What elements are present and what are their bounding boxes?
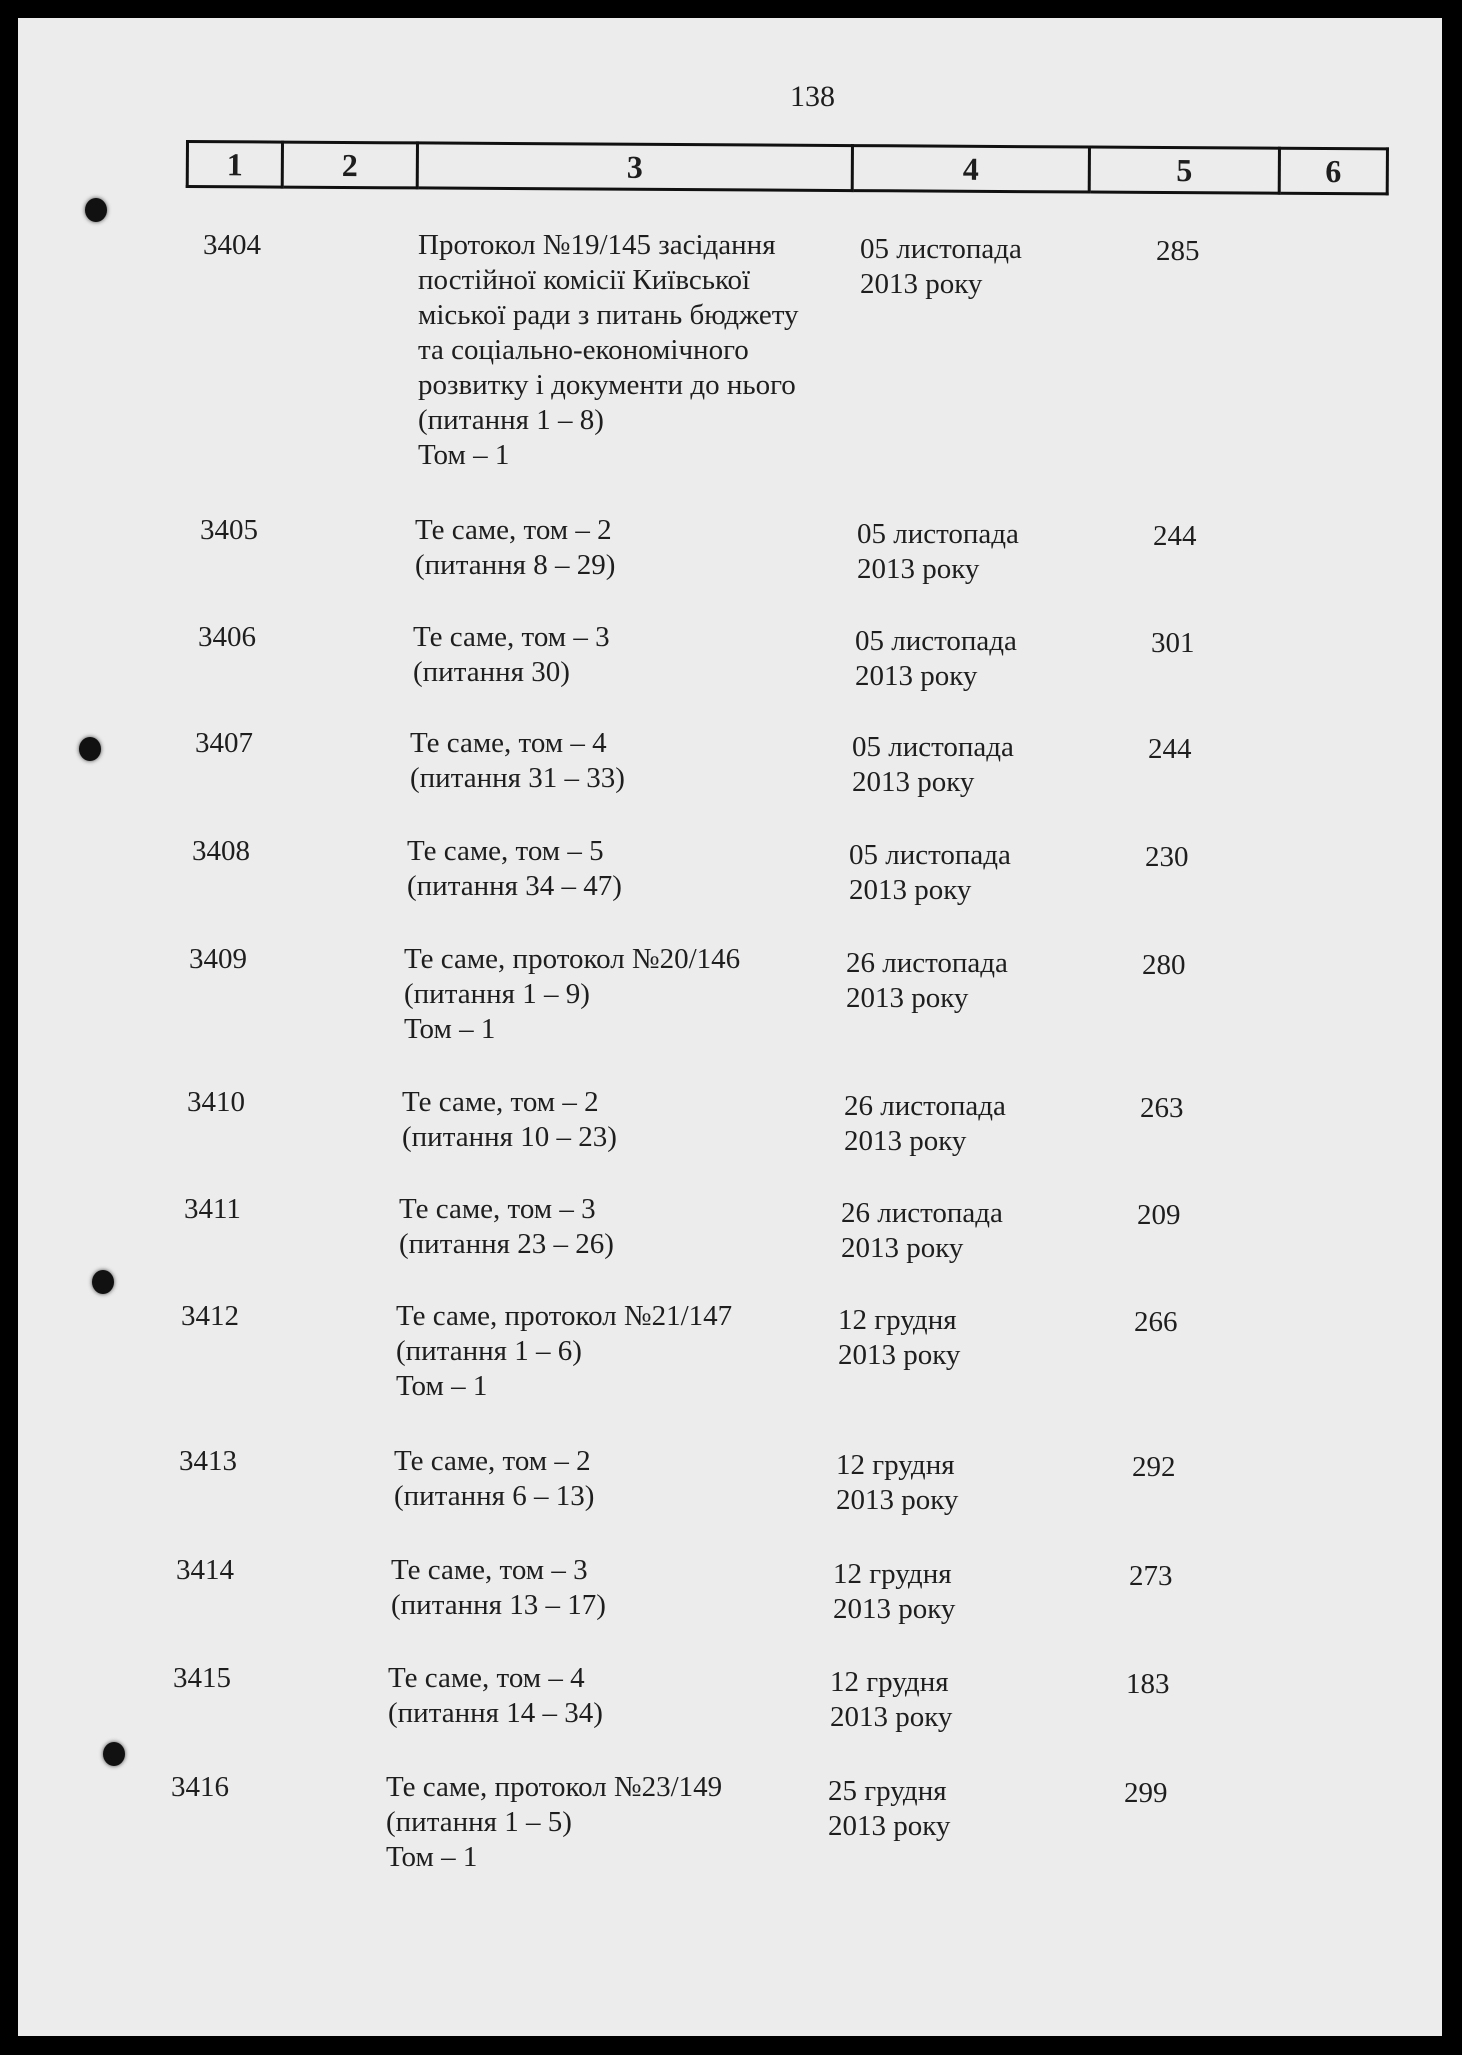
record-date-line: 2013 року xyxy=(855,660,978,692)
record-title-line: (питання 1 – 6) xyxy=(396,1335,582,1367)
record-title xyxy=(413,620,853,690)
record-title-line: (питання 13 – 17) xyxy=(391,1589,606,1621)
record-date xyxy=(836,1448,1066,1518)
record-page-count: 299 xyxy=(1124,1777,1168,1809)
record-number: 3407 xyxy=(195,727,253,759)
record-title xyxy=(415,513,855,583)
record-date-line: 26 листопада xyxy=(846,947,1008,979)
record-page-count: 292 xyxy=(1132,1451,1176,1483)
record-date xyxy=(852,730,1082,800)
record-title xyxy=(407,834,847,904)
record-date xyxy=(838,1303,1068,1373)
record-date xyxy=(849,838,1079,908)
record-title xyxy=(402,1085,842,1155)
record-date-line: 12 грудня xyxy=(836,1449,955,1481)
record-date-line: 2013 року xyxy=(838,1339,961,1371)
record-date-line: 2013 року xyxy=(830,1701,953,1733)
record-page-count: 183 xyxy=(1126,1668,1170,1700)
record-title-line: (питання 1 – 9) xyxy=(404,978,590,1010)
record-number: 3413 xyxy=(179,1445,237,1477)
record-title-line: Том – 1 xyxy=(404,1013,496,1045)
column-header: 4 xyxy=(852,146,1089,192)
record-title xyxy=(388,1661,828,1731)
record-page-count: 244 xyxy=(1153,520,1197,552)
record-title-line: Те саме, том – 2 xyxy=(402,1086,599,1118)
record-date-line: 2013 року xyxy=(828,1810,951,1842)
record-date-line: 05 листопада xyxy=(852,731,1014,763)
record-date-line: 2013 року xyxy=(846,982,969,1014)
record-title-line: Те саме, том – 3 xyxy=(391,1554,588,1586)
record-date-line: 2013 року xyxy=(857,553,980,585)
record-title-line: (питання 6 – 13) xyxy=(394,1480,595,1512)
column-header: 1 xyxy=(187,142,282,188)
record-date-line: 05 листопада xyxy=(857,518,1019,550)
record-title xyxy=(410,726,850,796)
record-date xyxy=(844,1089,1074,1159)
record-title-line: (питання 34 – 47) xyxy=(407,870,622,902)
record-page-count: 280 xyxy=(1142,949,1186,981)
record-number: 3411 xyxy=(184,1193,241,1225)
record-date-line: 2013 року xyxy=(844,1125,967,1157)
record-title-line: (питання 1 – 8) xyxy=(418,404,604,436)
record-page-count: 230 xyxy=(1145,841,1189,873)
record-date-line: 12 грудня xyxy=(838,1304,957,1336)
record-title xyxy=(404,942,844,1047)
record-date-line: 05 листопада xyxy=(855,625,1017,657)
record-title xyxy=(391,1553,831,1623)
page-number: 138 xyxy=(790,80,835,113)
record-page-count: 266 xyxy=(1134,1306,1178,1338)
column-header: 3 xyxy=(417,143,852,191)
column-header: 6 xyxy=(1279,148,1387,194)
record-date xyxy=(860,232,1090,302)
record-title-line: (питання 30) xyxy=(413,656,570,688)
record-page-count: 263 xyxy=(1140,1092,1184,1124)
record-title xyxy=(418,228,858,473)
record-date-line: 2013 року xyxy=(852,766,975,798)
record-title xyxy=(386,1770,826,1875)
record-date-line: 2013 року xyxy=(833,1593,956,1625)
record-title-line: Те саме, том – 4 xyxy=(388,1662,585,1694)
record-date-line: 26 листопада xyxy=(844,1090,1006,1122)
record-number: 3415 xyxy=(173,1662,231,1694)
column-header: 5 xyxy=(1089,147,1279,193)
record-date xyxy=(841,1196,1071,1266)
record-date-line: 2013 року xyxy=(841,1232,964,1264)
record-title xyxy=(394,1444,834,1514)
record-date xyxy=(846,946,1076,1016)
column-header: 2 xyxy=(282,142,417,188)
record-title-line: Те саме, том – 4 xyxy=(410,727,607,759)
record-title-line: міської ради з питань бюджету xyxy=(418,299,799,331)
record-number: 3404 xyxy=(203,229,261,261)
record-title-line: Те саме, том – 5 xyxy=(407,835,604,867)
record-title-line: Те саме, протокол №21/147 xyxy=(396,1300,733,1332)
record-title-line: Том – 1 xyxy=(418,439,510,471)
record-title-line: Те саме, том – 3 xyxy=(413,621,610,653)
record-date-line: 2013 року xyxy=(836,1484,959,1516)
record-date xyxy=(857,517,1087,587)
record-title-line: Те саме, протокол №20/146 xyxy=(404,943,741,975)
record-date xyxy=(855,624,1085,694)
record-number: 3416 xyxy=(171,1771,229,1803)
record-date-line: 25 грудня xyxy=(828,1775,947,1807)
record-date-line: 12 грудня xyxy=(830,1666,949,1698)
record-title-line: Те саме, том – 2 xyxy=(415,514,612,546)
record-date xyxy=(833,1557,1063,1627)
record-title-line: постійної комісії Київської xyxy=(418,264,751,296)
record-title-line: (питання 10 – 23) xyxy=(402,1121,617,1153)
record-title-line: (питання 1 – 5) xyxy=(386,1806,572,1838)
record-date-line: 12 грудня xyxy=(833,1558,952,1590)
record-number: 3408 xyxy=(192,835,250,867)
record-date-line: 05 листопада xyxy=(849,839,1011,871)
record-page-count: 244 xyxy=(1148,733,1192,765)
record-date-line: 2013 року xyxy=(860,268,983,300)
record-title-line: Те саме, том – 2 xyxy=(394,1445,591,1477)
record-page-count: 285 xyxy=(1156,235,1200,267)
record-page-count: 209 xyxy=(1137,1199,1181,1231)
record-title-line: (питання 23 – 26) xyxy=(399,1228,614,1260)
record-date xyxy=(828,1774,1058,1844)
record-page-count: 273 xyxy=(1129,1560,1173,1592)
record-date-line: 2013 року xyxy=(849,874,972,906)
record-title-line: Те саме, том – 3 xyxy=(399,1193,596,1225)
record-title-line: (питання 8 – 29) xyxy=(415,549,616,581)
record-number: 3414 xyxy=(176,1554,234,1586)
record-number: 3405 xyxy=(200,514,258,546)
record-date-line: 26 листопада xyxy=(841,1197,1003,1229)
record-number: 3409 xyxy=(189,943,247,975)
record-title-line: Том – 1 xyxy=(386,1841,478,1873)
document-page xyxy=(18,18,1442,2036)
record-title-line: розвитку і документи до нього xyxy=(418,369,796,401)
record-page-count: 301 xyxy=(1151,627,1195,659)
record-date-line: 05 листопада xyxy=(860,233,1022,265)
records-list xyxy=(18,18,1442,2036)
record-date xyxy=(830,1665,1060,1735)
record-number: 3410 xyxy=(187,1086,245,1118)
record-number: 3406 xyxy=(198,621,256,653)
record-title-line: Том – 1 xyxy=(396,1370,488,1402)
record-number: 3412 xyxy=(181,1300,239,1332)
record-title-line: (питання 14 – 34) xyxy=(388,1697,603,1729)
record-title xyxy=(396,1299,836,1404)
record-title-line: та соціально-економічного xyxy=(418,334,749,366)
record-title-line: Те саме, протокол №23/149 xyxy=(386,1771,723,1803)
record-title xyxy=(399,1192,839,1262)
record-title-line: (питання 31 – 33) xyxy=(410,762,625,794)
record-title-line: Протокол №19/145 засідання xyxy=(418,229,776,261)
